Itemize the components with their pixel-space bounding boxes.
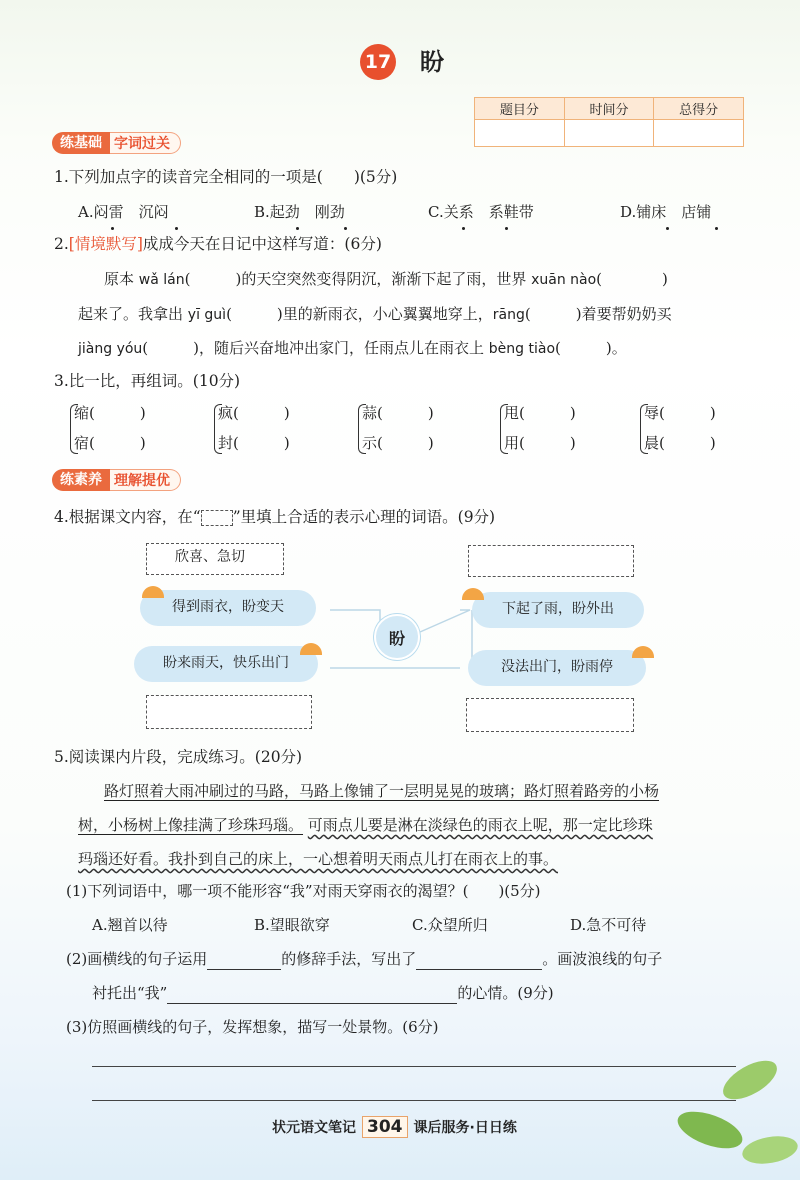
question-3-stem: 3.比一比，再组词。(10分)	[54, 372, 241, 390]
pair-top[interactable]: 疯( )	[218, 404, 290, 422]
emphasis-dot	[296, 227, 299, 230]
pair-bottom[interactable]: 示( )	[362, 434, 434, 452]
answer-blank[interactable]	[167, 986, 457, 1004]
section-label: 练基础	[52, 132, 110, 154]
question-4-stem: 4.根据课文内容，在“ ”里填上合适的表示心理的词语。(9分)	[54, 508, 496, 526]
lesson-title: 盼	[420, 47, 444, 76]
section-label: 练素养	[52, 469, 110, 491]
score-cell-time[interactable]	[564, 120, 654, 147]
q5-sub1-option-b[interactable]: B.望眼欲穿	[254, 916, 330, 934]
pinyin-walan: wǎ lán	[138, 272, 185, 288]
score-cell-total[interactable]	[654, 120, 744, 147]
q5-sub1-option-d[interactable]: D.急不可待	[570, 916, 647, 934]
brace	[214, 404, 222, 454]
q4-box-top-left: 欣喜、急切	[146, 543, 284, 575]
section-tag-literacy	[52, 469, 181, 491]
emphasis-dot	[111, 227, 114, 230]
q2-context-tag: [情境默写]	[68, 235, 143, 253]
emphasis-dot	[666, 227, 669, 230]
brace	[500, 404, 508, 454]
q4-box-top-right[interactable]	[468, 545, 634, 577]
leaf-decoration-icon	[640, 1040, 800, 1180]
q2-line-3: jiàng yóu( )，随后兴奋地冲出家门，任雨点儿在雨衣上 bèng tiào( )。	[78, 339, 627, 357]
underlined-sentence: 树，小杨树上像挂满了珍珠玛瑙。	[78, 816, 304, 834]
pinyin-rang: rāng	[492, 307, 525, 323]
center-circle: 盼	[374, 614, 420, 660]
pair-bottom[interactable]: 用( )	[504, 434, 576, 452]
q5-sub1-option-c[interactable]: C.众望所归	[412, 916, 488, 934]
char-pair	[214, 398, 334, 462]
brace	[358, 404, 366, 454]
score-col-time: 时间分	[564, 98, 654, 120]
answer-blank[interactable]	[207, 952, 281, 970]
score-cell-question[interactable]	[475, 120, 565, 147]
question-2-stem: 2.[情境默写]成成今天在日记中这样写道：(6分)	[54, 235, 382, 253]
score-col-question: 题目分	[475, 98, 565, 120]
q5-sub1: (1)下列词语中，哪一项不能形容“我”对雨天穿雨衣的渴望？( )(5分)	[66, 882, 541, 900]
passage-line-1: 路灯照着大雨冲刷过的马路，马路上像铺了一层明晃晃的玻璃；路灯照着路旁的小杨	[104, 782, 660, 800]
umbrella-icon	[632, 646, 654, 658]
emphasis-dot	[505, 227, 508, 230]
q5-sub2-line1: (2)画横线的句子运用 的修辞手法，写出了 。画波浪线的句子	[66, 950, 663, 968]
pinyin-bengtiao: bèng tiào	[488, 341, 556, 357]
question-1-stem: 1.下列加点字的读音完全相同的一项是( )(5分)	[54, 168, 398, 186]
pair-bottom[interactable]: 封( )	[218, 434, 290, 452]
cloud-right-bottom: 没法出门，盼雨停	[468, 650, 646, 686]
q4-box-bottom-left[interactable]	[146, 695, 312, 729]
q5-sub2-line2: 衬托出“我” 的心情。(9分)	[92, 984, 554, 1002]
cloud-left-bottom: 盼来雨天，快乐出门	[134, 646, 318, 682]
emphasis-dot	[715, 227, 718, 230]
footer-book-name: 状元语文笔记	[272, 1120, 356, 1136]
q5-sub3: (3)仿照画横线的句子，发挥想象，描写一处景物。(6分)	[66, 1018, 439, 1036]
q2-line-1: 原本 wǎ lán( )的天空突然变得阴沉，渐渐下起了雨，世界 xuān nào( )	[104, 270, 668, 288]
pair-top[interactable]: 甩( )	[504, 404, 576, 422]
q1-option-b[interactable]: B.起劲 刚劲	[254, 203, 345, 221]
footer-series: 课后服务·日日练	[413, 1120, 517, 1136]
pinyin-xuannao: xuān nào	[531, 272, 597, 288]
lesson-number-badge: 17	[360, 44, 396, 80]
page-number: 304	[362, 1116, 408, 1138]
section-sub: 理解提优	[110, 469, 181, 491]
pinyin-jiangyou: jiàng yóu	[78, 341, 143, 357]
section-sub: 字词过关	[110, 132, 181, 154]
emphasis-dot	[175, 227, 178, 230]
cloud-left-top: 得到雨衣，盼变天	[140, 590, 316, 626]
dashed-box-sample	[201, 510, 233, 526]
brace	[70, 404, 78, 454]
score-col-total: 总得分	[654, 98, 744, 120]
passage-line-2	[78, 814, 653, 836]
char-pair	[358, 398, 478, 462]
section-tag-basic	[52, 132, 181, 154]
pair-bottom[interactable]: 晨( )	[644, 434, 716, 452]
emphasis-dot	[462, 227, 465, 230]
q1-option-a[interactable]: A.闷雷 沉闷	[78, 203, 169, 221]
q1-option-c[interactable]: C.关系 系鞋带	[428, 203, 534, 221]
answer-blank[interactable]	[416, 952, 542, 970]
emphasis-dot	[344, 227, 347, 230]
footer	[272, 1116, 517, 1138]
pair-bottom[interactable]: 宿( )	[74, 434, 146, 452]
char-pair	[70, 398, 190, 462]
q5-sub1-option-a[interactable]: A.翘首以待	[92, 916, 168, 934]
pair-top[interactable]: 缩( )	[74, 404, 146, 422]
char-pair	[640, 398, 760, 462]
pair-top[interactable]: 蒜( )	[362, 404, 434, 422]
pair-top[interactable]: 辱( )	[644, 404, 716, 422]
char-pair	[500, 398, 620, 462]
q1-option-d[interactable]: D.铺床 店铺	[620, 203, 712, 221]
pinyin-yigui: yī guì	[187, 307, 227, 323]
passage-line-3: 玛瑙还好看。我扑到自己的床上，一心想着明天雨点儿打在雨衣上的事。	[78, 850, 559, 868]
question-5-stem: 5.阅读课内片段，完成练习。(20分)	[54, 748, 303, 766]
score-table	[474, 97, 744, 147]
q4-box-bottom-right[interactable]	[466, 698, 634, 732]
brace	[640, 404, 648, 454]
wavy-sentence: 可雨点儿要是淋在淡绿色的雨衣上呢，那一定比珍珠	[307, 816, 653, 834]
cloud-right-top: 下起了雨，盼外出	[472, 592, 644, 628]
q2-line-2: 起来了。我拿出 yī guì( )里的新雨衣，小心翼翼地穿上，rāng( )着要帮奶奶买	[78, 305, 672, 323]
